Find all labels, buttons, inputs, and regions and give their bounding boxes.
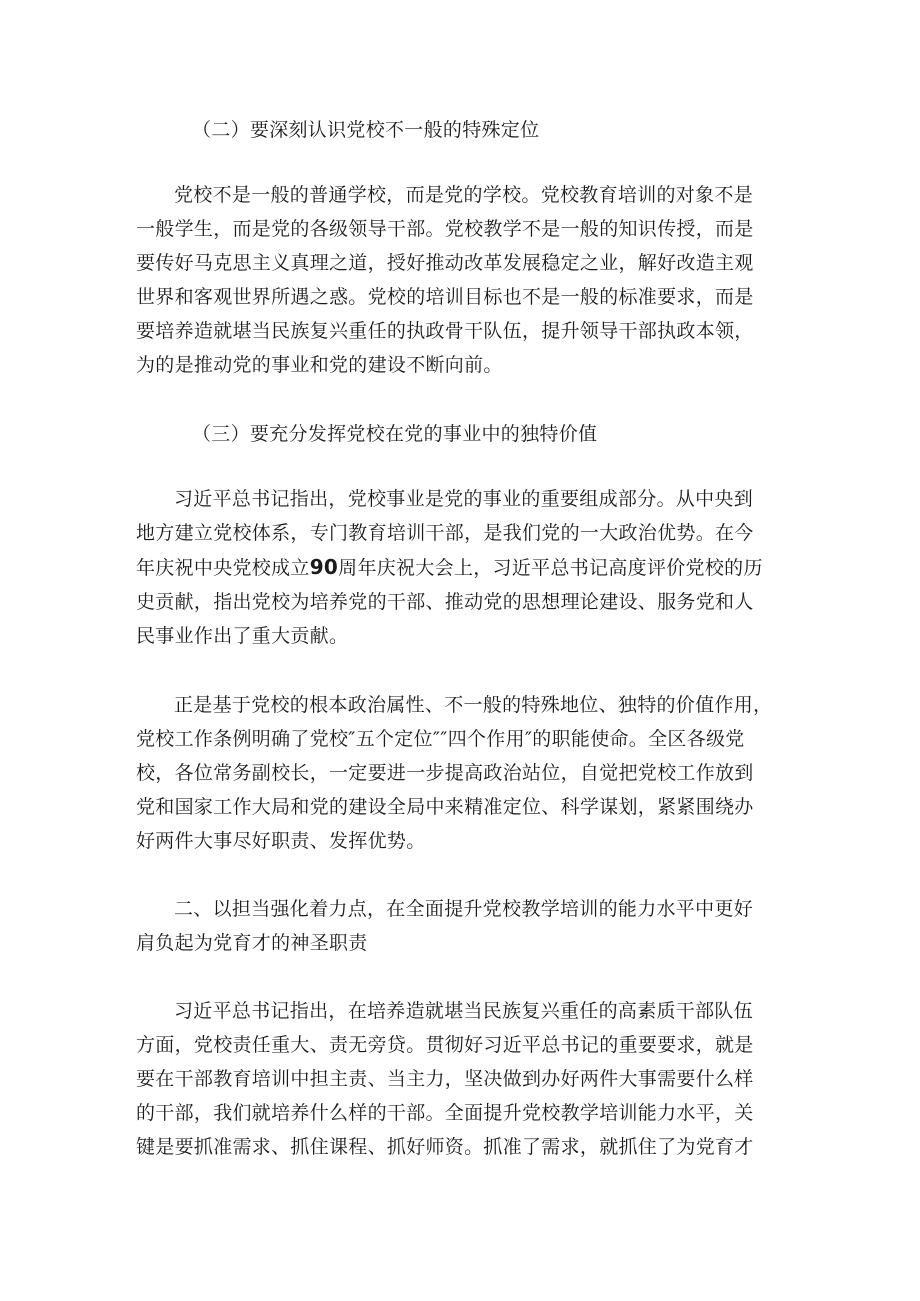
paragraph-five-positions: [136, 688, 786, 858]
paragraph-line: 好两件大事尽好职责、发挥优势。: [136, 830, 426, 852]
paragraph-line: 党校工作条例明确了党校″五个定位″″四个作用″的职能使命。全区各级党: [136, 728, 745, 750]
paragraph-line: 地方建立党校体系，专门教育培训干部，是我们党的一大政治优势。在今: [136, 522, 754, 544]
heading-text: （三）要充分发挥党校在党的事业中的独特价值: [192, 423, 598, 445]
paragraph-line: 为的是推动党的事业和党的建设不断向前。: [136, 354, 503, 376]
paragraph-line: 党和国家工作大局和党的建设全局中来精准定位、科学谋划，紧紧围绕办: [136, 796, 754, 818]
paragraph-line: 方面，党校责任重大、责无旁贷。贯彻好习近平总书记的重要要求，就是: [136, 1034, 754, 1056]
paragraph-line: 校，各位常务副校长，一定要进一步提高政治站位，自觉把党校工作放到: [136, 762, 754, 784]
text-segment: 周年庆祝大会上，习近平总书记高度评价党校的历: [338, 557, 763, 579]
paragraph-party-school-nature: [136, 178, 786, 382]
paragraph-line: 的干部，我们就培养什么样的干部。全面提升党校教学培训能力水平，关: [136, 1102, 754, 1124]
paragraph-line: 世界和客观世界所遇之惑。党校的培训目标也不是一般的标准要求，而是: [136, 286, 754, 308]
paragraph-line: 党校不是一般的普通学校，而是党的学校。党校教育培训的对象不是: [174, 184, 754, 206]
paragraph-line: 习近平总书记指出，党校事业是党的事业的重要组成部分。从中央到: [174, 488, 754, 510]
paragraph-line: 习近平总书记指出，在培养造就堪当民族复兴重任的高素质干部队伍: [174, 1000, 754, 1022]
paragraph-party-school-cause: [136, 482, 786, 653]
paragraph-line: 键是要抓准需求、抓住课程、抓好师资。抓准了需求，就抓住了为党育才: [136, 1136, 754, 1158]
paragraph-line: 民事业作出了重大贡献。: [136, 625, 349, 647]
paragraph-line: [136, 550, 786, 585]
paragraph-line: 正是基于党校的根本政治属性、不一般的特殊地位、独特的价值作用，: [174, 694, 773, 716]
paragraph-line: 一般学生，而是党的各级领导干部。党校教学不是一般的知识传授，而是: [136, 218, 754, 240]
paragraph-line: 史贡献，指出党校为培养党的干部、推动党的思想理论建设、服务党和人: [136, 591, 754, 613]
heading-text: （二）要深刻认识党校不一般的特殊定位: [192, 119, 540, 141]
heading-special-positioning: [136, 114, 842, 146]
paragraph-line: 要传好马克思主义真理之道，授好推动改革发展稳定之业，解好改造主观: [136, 252, 754, 274]
paragraph-training-responsibility: [136, 994, 786, 1164]
anniversary-number: 90: [309, 555, 339, 579]
paragraph-line: 要培养造就堪当民族复兴重任的执政骨干队伍，提升领导干部执政本领，: [136, 320, 754, 342]
text-segment: 年庆祝中央党校成立: [136, 557, 310, 579]
section-heading-line: 肩负起为党育才的神圣职责: [136, 932, 368, 954]
heading-unique-value: [136, 418, 842, 450]
paragraph-line: 要在干部教育培训中担主责、当主力，坚决做到办好两件大事需要什么样: [136, 1068, 754, 1090]
section-heading-line: 二、以担当强化着力点，在全面提升党校教学培训的能力水平中更好: [174, 898, 754, 920]
section-heading-two: [136, 892, 786, 960]
